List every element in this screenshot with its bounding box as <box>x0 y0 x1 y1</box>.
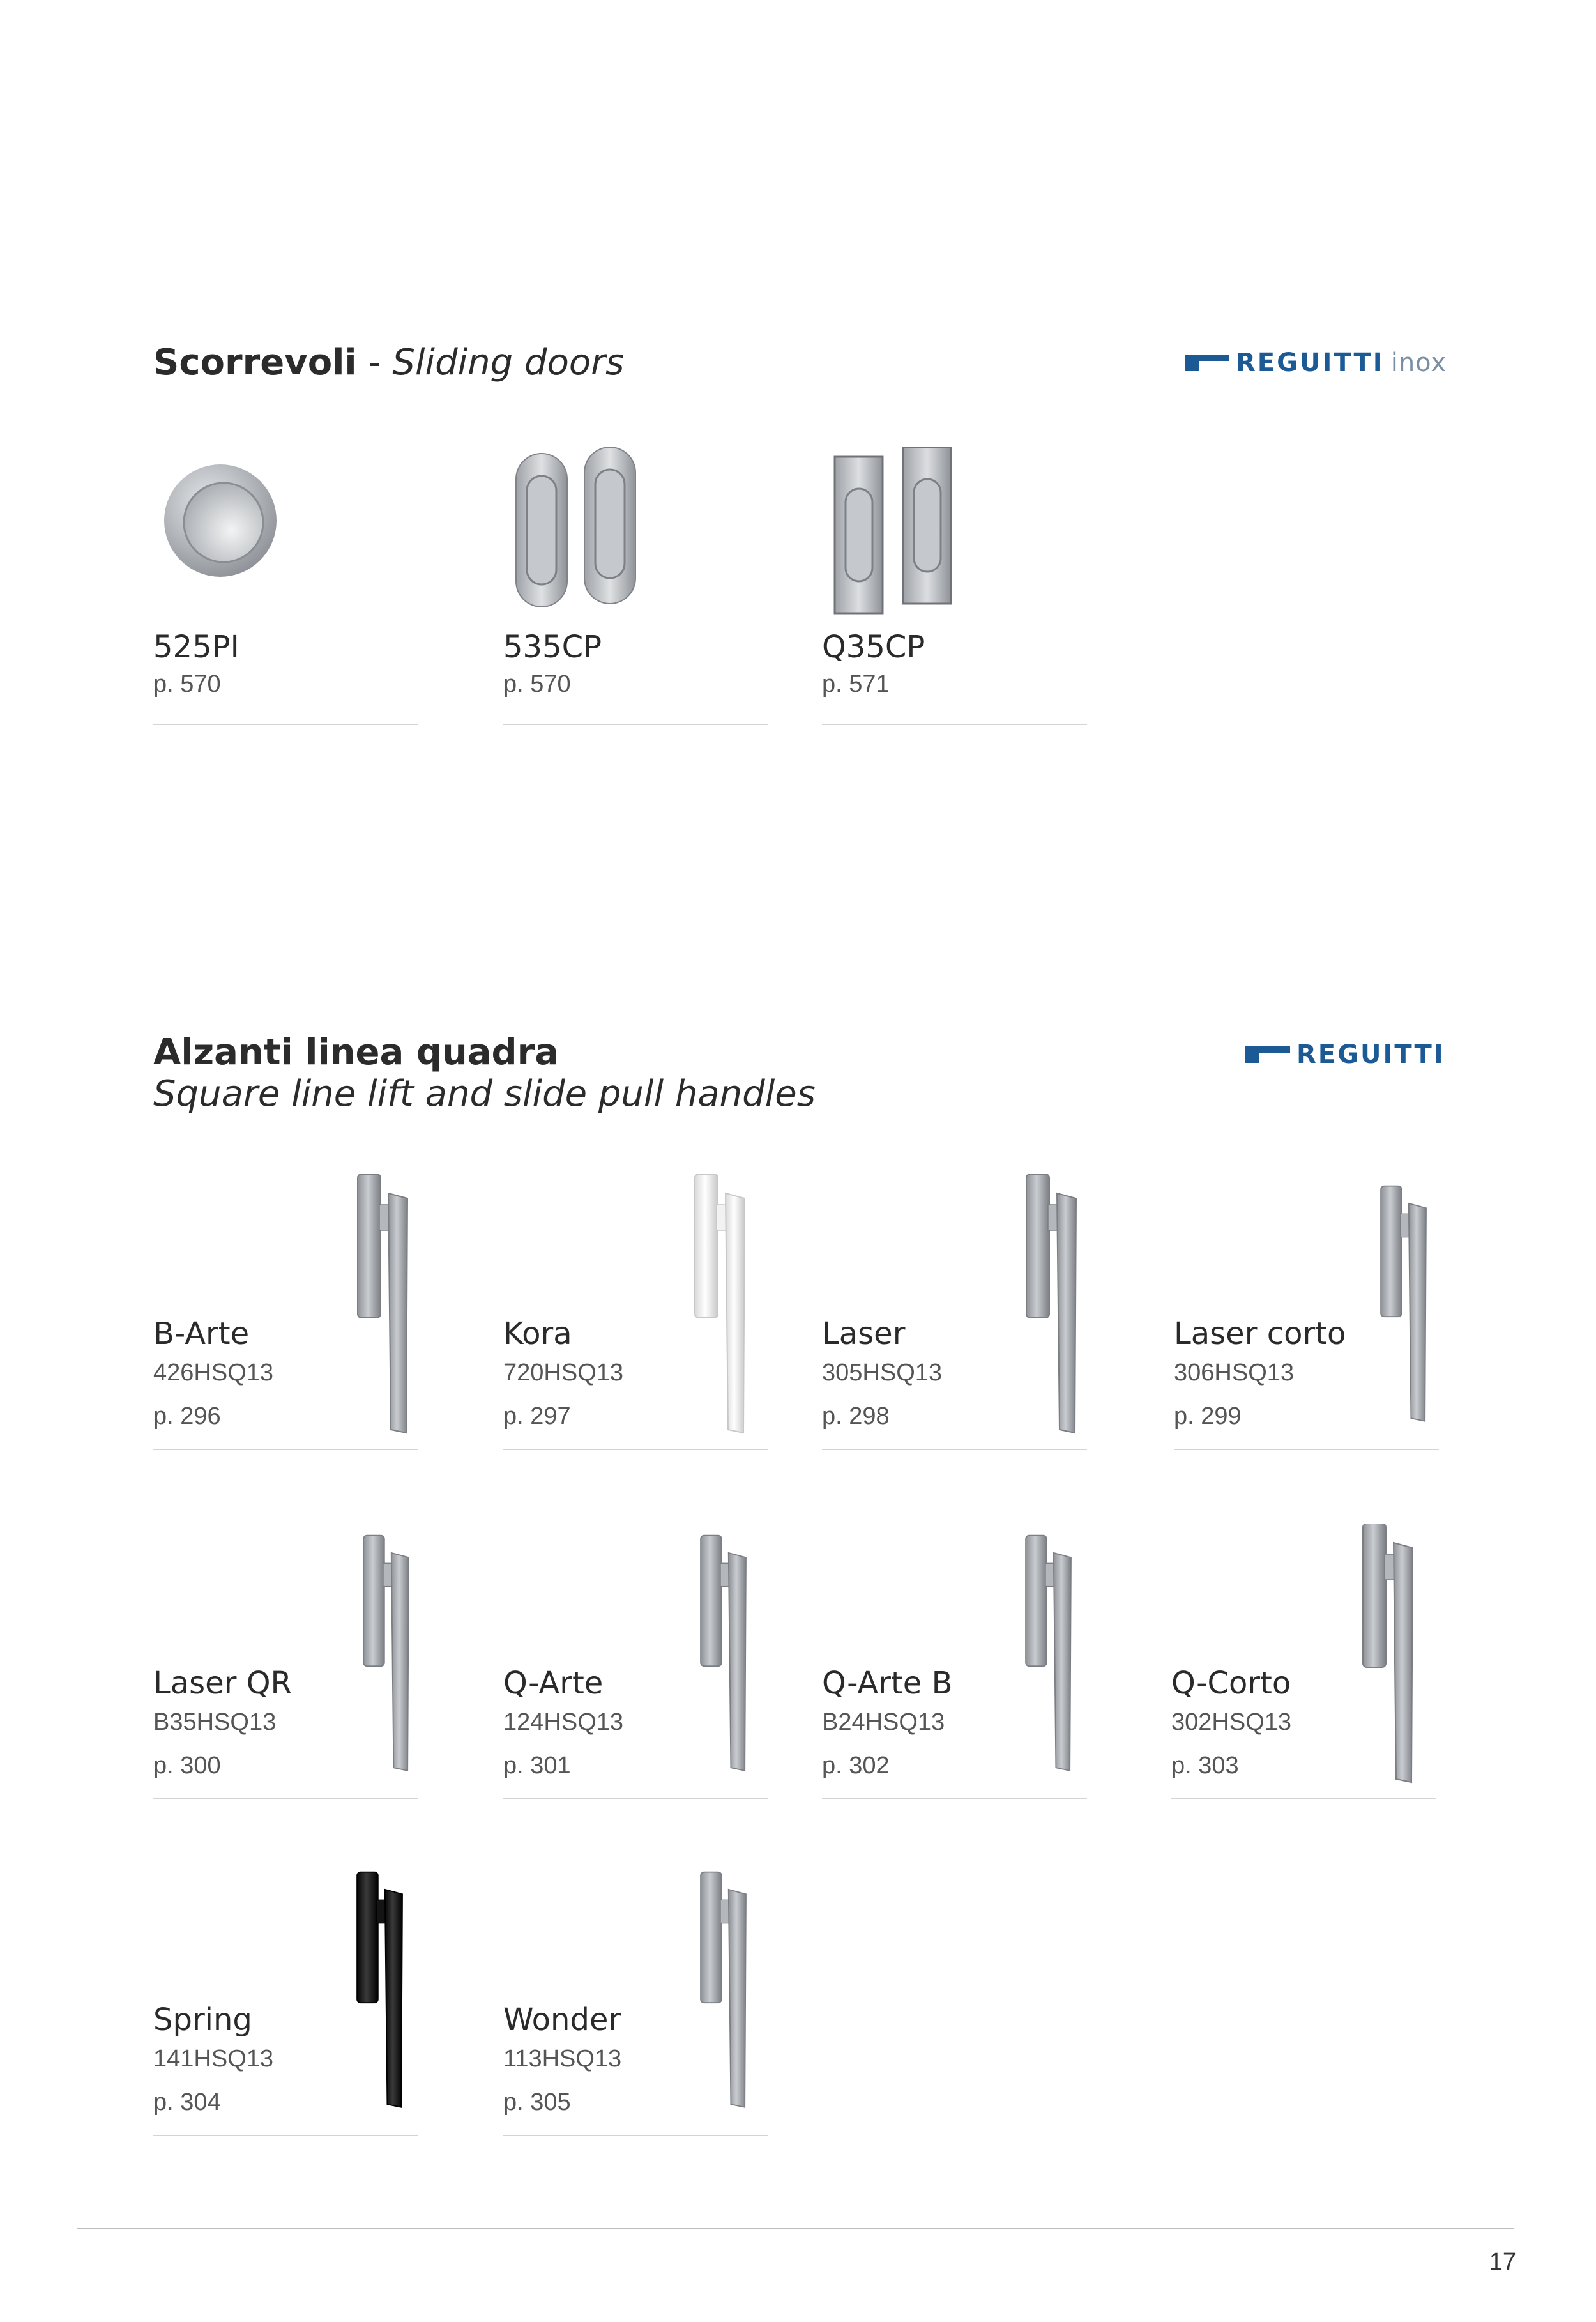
footer-divider <box>77 2228 1514 2229</box>
page-reference: p. 570 <box>153 671 221 698</box>
page-reference: p. 571 <box>822 671 890 698</box>
reguitti-logo-mark <box>1245 1046 1290 1063</box>
handle-plate <box>695 1174 718 1318</box>
product-card-wonder[interactable] <box>503 1860 768 2136</box>
section-title-sliding <box>153 342 624 383</box>
handle-plate <box>357 1872 378 2003</box>
handle-image <box>695 1860 759 2122</box>
product-code: 124HSQ13 <box>503 1709 624 1736</box>
product-name: Laser QR <box>153 1665 292 1701</box>
handle-plate <box>1026 1174 1049 1318</box>
product-card-kora[interactable] <box>503 1174 768 1450</box>
handle-lever <box>1057 1193 1076 1433</box>
brand-name: REGUITTI <box>1236 348 1385 378</box>
handle-image <box>351 1860 415 2122</box>
oval-flush-pulls-image <box>513 447 641 610</box>
product-card-spring[interactable] <box>153 1860 418 2136</box>
product-name: Laser <box>822 1316 906 1352</box>
section-title-separator: - <box>356 342 393 383</box>
handle-lever <box>1054 1553 1071 1771</box>
product-name: Q-Arte B <box>822 1665 953 1701</box>
handle-plate <box>358 1174 381 1318</box>
handle-image <box>695 1524 759 1785</box>
page-reference: p. 303 <box>1171 1752 1239 1779</box>
section-subtitle-lift: Square line lift and slide pull handles <box>153 1073 816 1115</box>
brand-name: REGUITTI <box>1296 1040 1445 1069</box>
handle-image <box>1375 1174 1439 1436</box>
page-reference: p. 300 <box>153 1752 221 1779</box>
product-code: 426HSQ13 <box>153 1359 274 1386</box>
product-name: Spring <box>153 2002 252 2038</box>
page-reference: p. 302 <box>822 1752 890 1779</box>
page-reference: p. 299 <box>1174 1403 1242 1430</box>
handle-lever <box>385 1890 402 2107</box>
brand-suffix: inox <box>1390 348 1447 378</box>
page-reference: p. 304 <box>153 2089 221 2116</box>
handle-image <box>688 1174 759 1436</box>
handle-image <box>1020 1524 1084 1785</box>
product-code: B35HSQ13 <box>153 1709 277 1736</box>
product-name: B-Arte <box>153 1316 250 1352</box>
reguitti-logo-mark <box>1185 355 1229 371</box>
handle-lever <box>391 1553 409 1771</box>
product-card-525pi[interactable] <box>153 447 418 725</box>
section-title-italic: Sliding doors <box>392 342 625 383</box>
section-title-bold: Scorrevoli <box>153 342 357 383</box>
handle-image <box>358 1524 422 1785</box>
handle-image <box>1020 1174 1090 1436</box>
product-name: 535CP <box>503 629 602 665</box>
page-reference: p. 296 <box>153 1403 221 1430</box>
product-name: Kora <box>503 1316 572 1352</box>
product-name: Q-Arte <box>503 1665 604 1701</box>
product-card-q35cp[interactable] <box>822 447 1087 725</box>
page-reference: p. 297 <box>503 1403 571 1430</box>
product-card-535cp[interactable] <box>503 447 768 725</box>
product-name: Q-Corto <box>1171 1665 1291 1701</box>
product-card-q-arte[interactable] <box>503 1524 768 1799</box>
product-name: Laser corto <box>1174 1316 1346 1352</box>
handle-plate <box>1026 1536 1047 1667</box>
handle-plate <box>363 1536 384 1667</box>
page-reference: p. 305 <box>503 2089 571 2116</box>
product-name: 525PI <box>153 629 239 665</box>
product-code: 305HSQ13 <box>822 1359 943 1386</box>
product-code: 720HSQ13 <box>503 1359 624 1386</box>
handle-image <box>351 1174 422 1436</box>
product-code: 141HSQ13 <box>153 2045 274 2072</box>
page-reference: p. 298 <box>822 1403 890 1430</box>
handle-plate <box>1363 1524 1386 1667</box>
product-card-laser-corto[interactable] <box>1174 1174 1439 1450</box>
product-name: Wonder <box>503 2002 621 2038</box>
handle-image <box>1357 1524 1427 1785</box>
handle-lever <box>729 1553 746 1771</box>
product-name: Q35CP <box>822 629 925 665</box>
handle-plate <box>701 1536 722 1667</box>
product-card-b-arte[interactable] <box>153 1174 418 1450</box>
page-reference: p. 570 <box>503 671 571 698</box>
handle-plate <box>701 1872 722 2003</box>
product-code: 302HSQ13 <box>1171 1709 1292 1736</box>
handle-lever <box>1394 1543 1413 1782</box>
reguitti-inox-logo <box>1185 348 1447 378</box>
handle-lever <box>388 1193 407 1433</box>
product-card-q-corto[interactable] <box>1171 1524 1436 1799</box>
handle-lever <box>1409 1203 1426 1421</box>
page-number: 17 <box>1489 2249 1516 2275</box>
product-card-laser-qr[interactable] <box>153 1524 418 1799</box>
product-code: 306HSQ13 <box>1174 1359 1295 1386</box>
handle-plate <box>1381 1186 1402 1317</box>
section-title-bold: Alzanti linea quadra <box>153 1032 559 1073</box>
product-card-q-arte-b[interactable] <box>822 1524 1087 1799</box>
rectangular-flush-pulls-image <box>832 447 959 616</box>
page-reference: p. 301 <box>503 1752 571 1779</box>
section-title-lift <box>153 1032 559 1073</box>
product-code: B24HSQ13 <box>822 1709 945 1736</box>
handle-lever <box>726 1193 745 1433</box>
product-card-laser[interactable] <box>822 1174 1087 1450</box>
handle-lever <box>729 1890 746 2107</box>
flush-pull-round-image <box>160 460 281 581</box>
reguitti-logo <box>1245 1040 1445 1069</box>
product-code: 113HSQ13 <box>503 2045 622 2072</box>
